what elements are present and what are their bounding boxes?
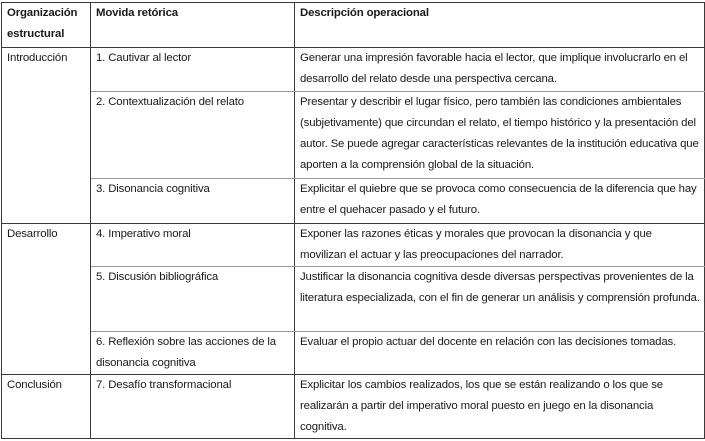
table-header-row <box>2 3 705 48</box>
group-label-conclusion: Conclusión <box>2 375 91 439</box>
header-organizacion: Organización estructural <box>2 3 91 48</box>
descripcion-cell: Explicitar el quiebre que se provoca como consecuencia de la diferencia que hay entre el quehacer pasado y el futuro. <box>295 179 705 224</box>
descripcion-cell: Generar una impresión favorable hacia el lector, que implique involucrarlo en el desarrollo del relato desde una perspectiva cercana. <box>295 48 705 92</box>
descripcion-cell: Presentar y describir el lugar físico, pero también las condiciones ambientales (subjetivamente) que circundan el relato, el tiempo histórico y la presentación del autor. Se puede agregar características relevantes de la institución educativa que aporten a la comprensión global de la situación. <box>295 92 705 179</box>
header-descripcion: Descripción operacional <box>295 3 705 48</box>
movida-cell: 5. Discusión bibliográfica <box>91 267 295 332</box>
descripcion-cell: Explicitar los cambios realizados, los que se están realizando o los que se realizarán a partir del imperativo moral puesto en juego en la disonancia cognitiva. <box>295 375 705 439</box>
descripcion-cell: Justificar la disonancia cognitiva desde diversas perspectivas provenientes de la literatura especializada, con el fin de generar un análisis y comprensión profunda. <box>295 267 705 332</box>
table-row <box>2 224 705 267</box>
movida-cell: 1. Cautivar al lector <box>91 48 295 92</box>
table-row <box>2 92 705 179</box>
descripcion-cell: Evaluar el propio actuar del docente en relación con las decisiones tomadas. <box>295 332 705 375</box>
header-movida: Movida retórica <box>91 3 295 48</box>
group-label-desarrollo: Desarrollo <box>2 224 91 375</box>
movida-cell: 2. Contextualización del relato <box>91 92 295 179</box>
group-label-introduccion: Introducción <box>2 48 91 224</box>
descripcion-cell: Exponer las razones éticas y morales que provocan la disonancia y que movilizan el actuar y las preocupaciones del narrador. <box>295 224 705 267</box>
table-row <box>2 332 705 375</box>
table-row <box>2 267 705 332</box>
table-row <box>2 179 705 224</box>
movida-cell: 4. Imperativo moral <box>91 224 295 267</box>
rhetorical-moves-table <box>1 2 705 439</box>
table-row <box>2 48 705 92</box>
table-row <box>2 375 705 439</box>
movida-cell: 6. Reflexión sobre las acciones de la disonancia cognitiva <box>91 332 295 375</box>
movida-cell: 3. Disonancia cognitiva <box>91 179 295 224</box>
movida-cell: 7. Desafío transformacional <box>91 375 295 439</box>
